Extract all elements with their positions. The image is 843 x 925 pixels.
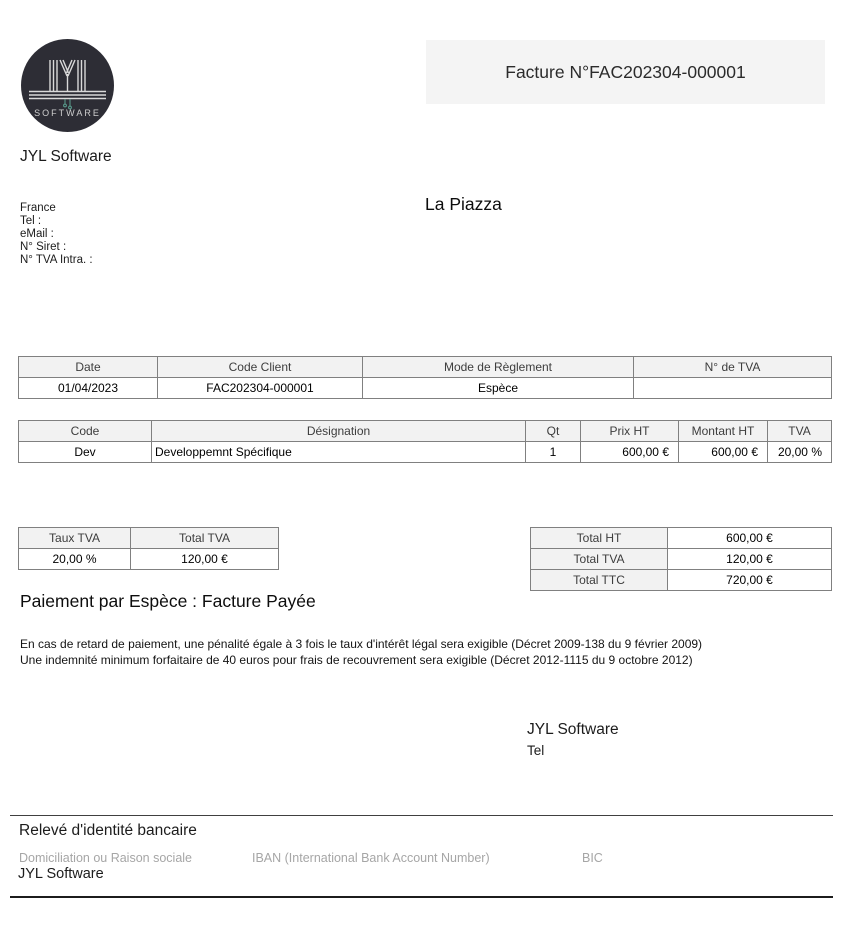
info-value-mode-reglement: Espèce [363, 378, 634, 399]
vat-header-total: Total TVA [131, 528, 279, 549]
vat-value-row [19, 549, 279, 570]
items-header-tva: TVA [768, 421, 832, 442]
info-header-mode-reglement: Mode de Règlement [363, 357, 634, 378]
items-header-qt: Qt [526, 421, 581, 442]
items-header-code: Code [19, 421, 152, 442]
total-tva-label: Total TVA [531, 549, 668, 570]
total-ttc-value: 720,00 € [668, 570, 832, 591]
info-header-code-client: Code Client [158, 357, 363, 378]
info-value-row [19, 378, 832, 399]
items-header-montant-ht: Montant HT [679, 421, 768, 442]
total-ht-label: Total HT [531, 528, 668, 549]
signature-block [527, 721, 619, 758]
items-header-prix-ht: Prix HT [581, 421, 679, 442]
legal-notice [20, 637, 702, 668]
info-header-row [19, 357, 832, 378]
total-tva-value: 120,00 € [668, 549, 832, 570]
total-ttc-label: Total TTC [531, 570, 668, 591]
info-value-date: 01/04/2023 [19, 378, 158, 399]
legal-line-1: En cas de retard de paiement, une pénalité égale à 3 fois le taux d'intérêt légal sera exigible (Décret 2009-138 du 9 février 2009) [20, 637, 703, 651]
items-table [18, 420, 832, 463]
bank-section-divider [10, 815, 833, 816]
vat-summary-table [18, 527, 279, 570]
item-tva: 20,00 % [768, 442, 832, 463]
info-value-num-tva [634, 378, 832, 399]
items-header-designation: Désignation [152, 421, 526, 442]
client-name: La Piazza [425, 194, 502, 214]
invoice-title: Facture N°FAC202304-000001 [505, 61, 746, 82]
sender-line-siret: N° Siret : [20, 241, 67, 253]
total-ht-row [531, 528, 832, 549]
footer-divider [10, 896, 833, 898]
sender-line-tva-intra: N° TVA Intra. : [20, 254, 93, 266]
vat-header-row [19, 528, 279, 549]
info-value-code-client: FAC202304-000001 [158, 378, 363, 399]
sender-address [20, 202, 93, 267]
vat-header-taux: Taux TVA [19, 528, 131, 549]
item-prix-ht: 600,00 € [581, 442, 679, 463]
sender-line-country: France [20, 202, 56, 214]
vat-value-taux: 20,00 % [19, 549, 131, 570]
totals-table [530, 527, 832, 591]
signature-tel: Tel [527, 743, 545, 758]
items-header-row [19, 421, 832, 442]
bank-company-name: JYL Software [18, 866, 104, 882]
sender-line-email: eMail : [20, 228, 54, 240]
invoice-info-table [18, 356, 832, 399]
sender-line-tel: Tel : [20, 215, 42, 227]
info-header-date: Date [19, 357, 158, 378]
company-name: JYL Software [20, 148, 112, 165]
total-ttc-row [531, 570, 832, 591]
vat-value-total: 120,00 € [131, 549, 279, 570]
item-designation: Developpemnt Spécifique [152, 442, 526, 463]
item-montant-ht: 600,00 € [679, 442, 768, 463]
item-code: Dev [19, 442, 152, 463]
item-row [19, 442, 832, 463]
bank-label-iban: IBAN (International Bank Account Number) [252, 851, 490, 865]
item-qt: 1 [526, 442, 581, 463]
payment-status: Paiement par Espèce : Facture Payée [20, 591, 316, 611]
signature-company: JYL Software [527, 721, 619, 738]
invoice-title-box [426, 40, 825, 104]
logo-software-text: SOFTWARE [34, 108, 101, 118]
bank-label-bic: BIC [582, 851, 603, 865]
bank-section-title: Relevé d'identité bancaire [19, 822, 197, 839]
jyl-logo-icon [20, 38, 115, 133]
bank-label-domiciliation: Domiciliation ou Raison sociale [19, 851, 192, 865]
legal-line-2: Une indemnité minimum forfaitaire de 40 euros pour frais de recouvrement sera exigible (Décret 2012-1115 du 9 octobre 2012) [20, 652, 693, 667]
total-ht-value: 600,00 € [668, 528, 832, 549]
info-header-num-tva: N° de TVA [634, 357, 832, 378]
total-tva-row [531, 549, 832, 570]
jyl-logo [20, 38, 115, 133]
